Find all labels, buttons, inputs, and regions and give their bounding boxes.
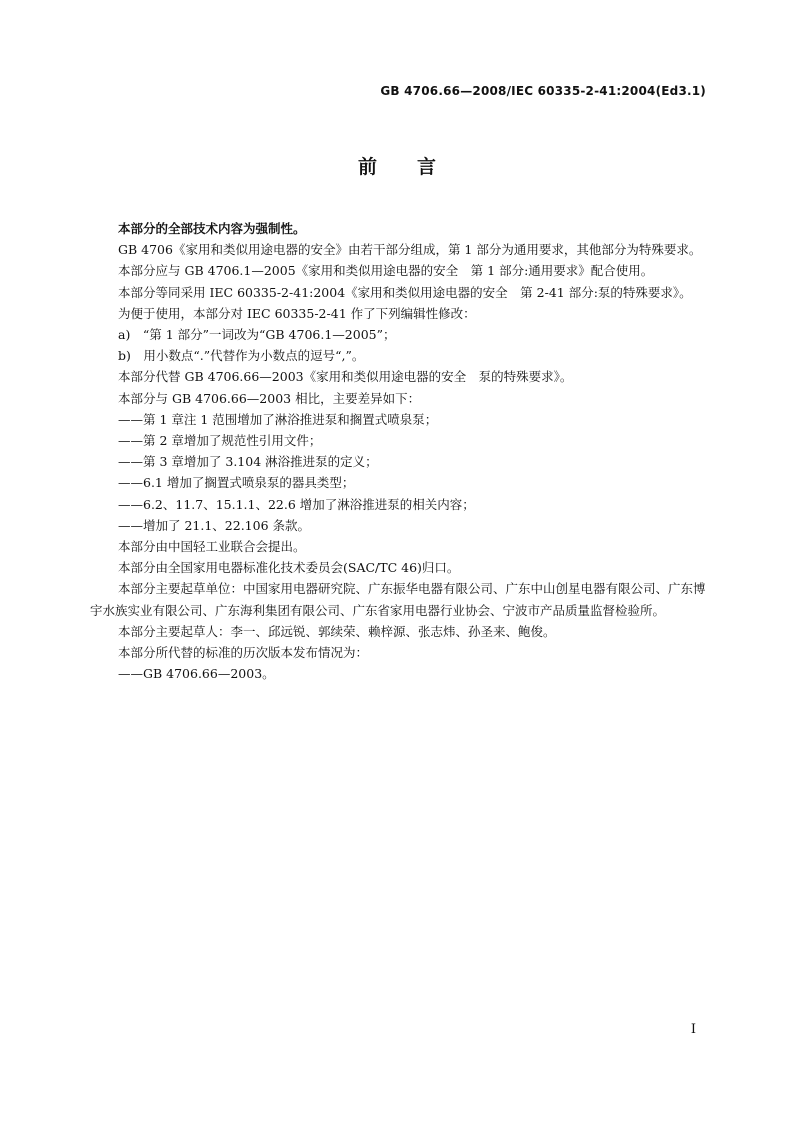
difference-item: ——第 1 章注 1 范围增加了淋浴推进泵和搁置式喷泉泵； (118, 411, 438, 427)
difference-item: ——第 2 章增加了规范性引用文件； (118, 433, 322, 449)
difference-item: ——增加了 21.1、22.106 条款。 (118, 517, 311, 533)
paragraph-drafting-organizations: 本部分主要起草单位：中国家用电器研究院、广东振华电器有限公司、广东中山创星电器有限公司、广东博宇水族实业有限公司、广东海利集团有限公司、广东省家用电器行业协会、宁波市产品质量监督检验所。 (90, 581, 706, 618)
paragraph-drafters: 本部分主要起草人：李一、邱远锐、郭续荣、赖梓源、张志炜、孙圣来、鲍俊。 (118, 623, 556, 639)
paragraph-proposed-by: 本部分由中国轻工业联合会提出。 (118, 539, 306, 555)
paragraph-series-composition: GB 4706《家用和类似用途电器的安全》由若干部分组成，第 1 部分为通用要求，其他部分为特殊要求。 (118, 242, 702, 258)
paragraph-identical-adoption: 本部分等同采用 IEC 60335-2-41:2004《家用和类似用途电器的安全 第 2-41 部分:泵的特殊要求》。 (118, 284, 692, 300)
history-item: ——GB 4706.66—2003。 (118, 666, 275, 682)
page-title: 前言 (357, 156, 476, 178)
mandatory-statement: 本部分的全部技术内容为强制性。 (118, 221, 306, 236)
difference-item: ——第 3 章增加了 3.104 淋浴推进泵的定义； (118, 454, 378, 470)
editorial-change-a: a) “第 1 部分”一词改为“GB 4706.1—2005”； (118, 327, 396, 343)
foreword-body (90, 218, 706, 684)
page-number: I (690, 1022, 696, 1037)
paragraph-history-intro: 本部分所代替的标准的历次版本发布情况为： (118, 645, 369, 661)
paragraph-replaces: 本部分代替 GB 4706.66—2003《家用和类似用途电器的安全 泵的特殊要求》。 (118, 369, 573, 385)
editorial-change-b: b) 用小数点“.”代替作为小数点的逗号“,”。 (118, 348, 365, 364)
paragraph-editorial-changes-intro: 为便于使用，本部分对 IEC 60335-2-41 作了下列编辑性修改： (118, 305, 476, 321)
difference-item: ——6.2、11.7、15.1.1、22.6 增加了淋浴推进泵的相关内容； (118, 496, 475, 512)
difference-item: ——6.1 增加了搁置式喷泉泵的器具类型； (118, 475, 355, 491)
paragraph-differences-intro: 本部分与 GB 4706.66—2003 相比，主要差异如下： (118, 390, 421, 406)
paragraph-used-with: 本部分应与 GB 4706.1—2005《家用和类似用途电器的安全 第 1 部分:通用要求》配合使用。 (118, 263, 654, 279)
paragraph-administered-by: 本部分由全国家用电器标准化技术委员会(SAC/TC 46)归口。 (118, 560, 460, 576)
standard-code-header: GB 4706.66—2008/IEC 60335-2-41:2004(Ed3.1) (380, 84, 706, 98)
